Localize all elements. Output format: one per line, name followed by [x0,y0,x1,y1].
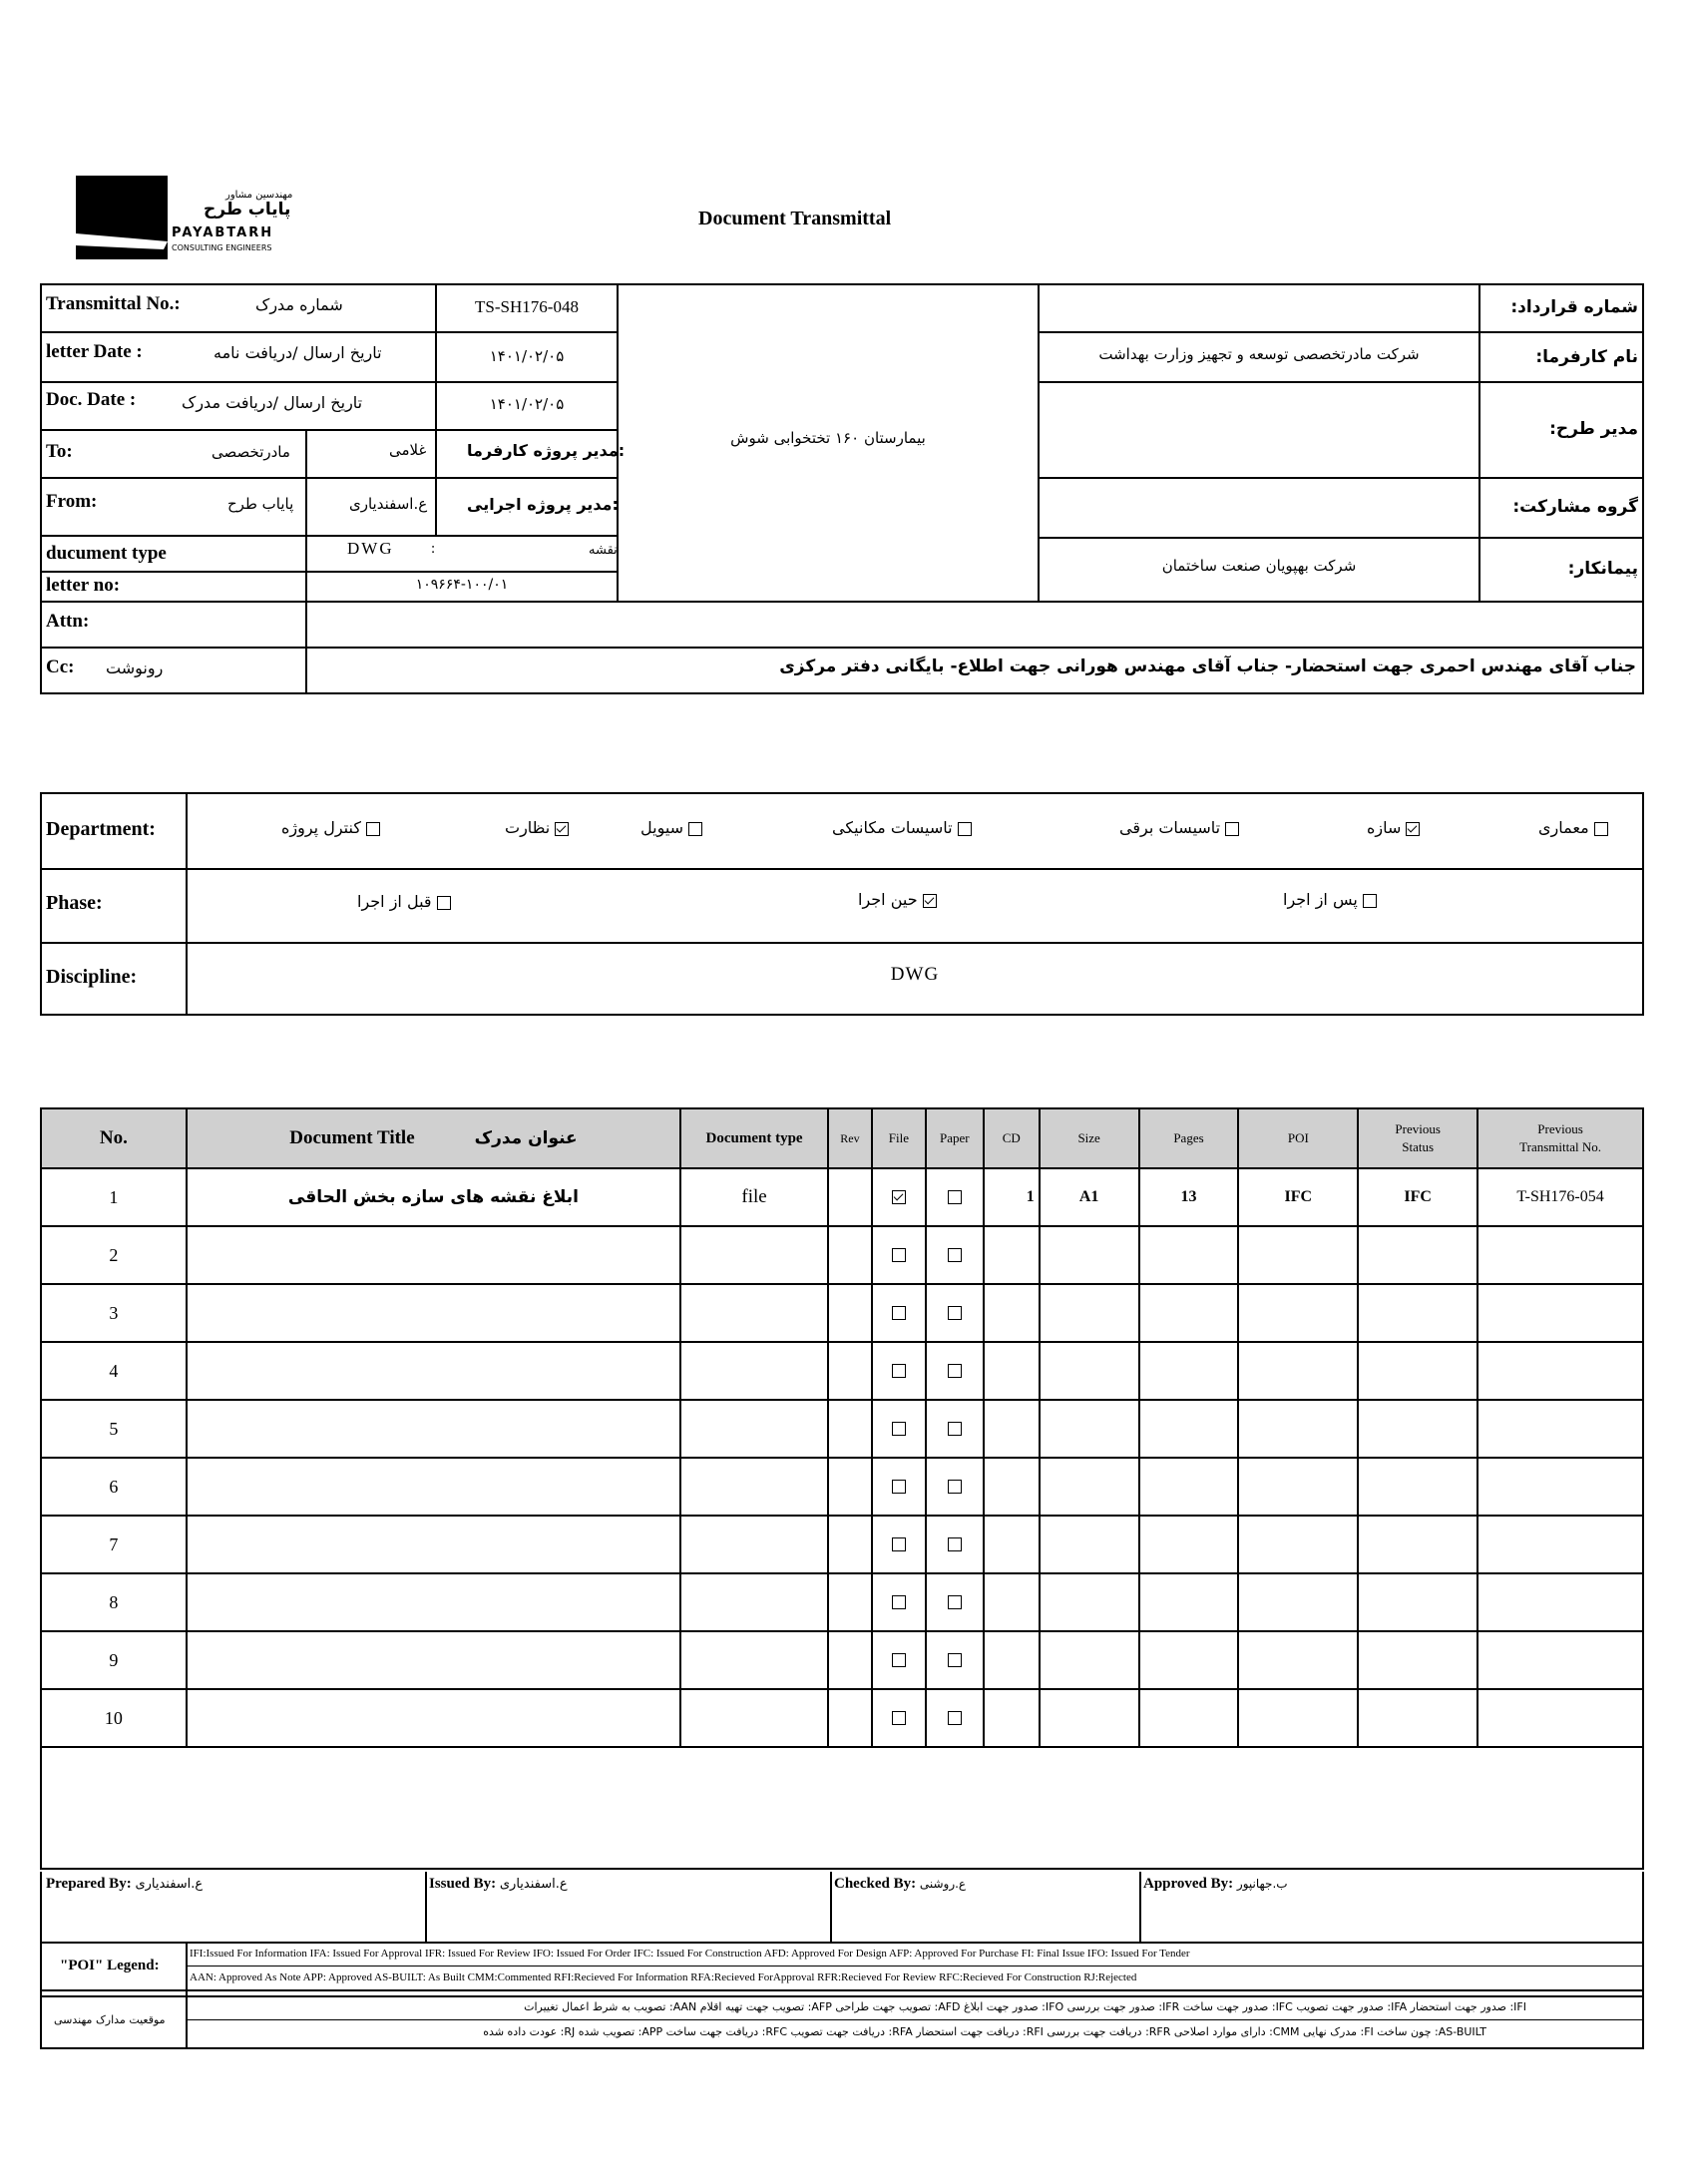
row-pages [1139,1631,1239,1689]
dept-checkbox-project-control[interactable] [366,822,380,836]
logo-en-sub: CONSULTING ENGINEERS [172,243,272,252]
dept-option-supervision[interactable]: نظارت [505,818,569,837]
dept-checkbox-mechanical[interactable] [958,822,972,836]
row-prev-transmittal [1477,1226,1643,1284]
row-title [187,1458,680,1516]
row-size [1040,1689,1139,1747]
row-title: ابلاغ نقشه های سازه بخش الحاقی [187,1168,680,1226]
letter-date-label-fa: تاریخ ارسال /دریافت نامه [213,343,382,362]
dept-option-civil[interactable]: سیویل [640,818,702,837]
dept-option-structure[interactable]: سازه [1367,818,1420,837]
row-poi: IFC [1238,1168,1358,1226]
row-title [187,1689,680,1747]
partner-label: گروه مشارکت: [1512,497,1638,517]
transmittal-value: TS-SH176-048 [475,297,579,316]
row-paper-checkbox[interactable] [948,1248,962,1262]
row-size [1040,1573,1139,1631]
row-no: 5 [41,1400,187,1458]
row-paper [926,1516,984,1573]
row-title [187,1573,680,1631]
row-file-checkbox[interactable] [892,1364,906,1378]
row-paper-checkbox[interactable] [948,1422,962,1436]
row-cd: 1 [984,1168,1040,1226]
row-no: 2 [41,1226,187,1284]
row-prev-transmittal [1477,1400,1643,1458]
phase-option-before[interactable]: قبل از اجرا [357,892,451,911]
row-file-checkbox[interactable] [892,1711,906,1725]
row-file-checkbox[interactable] [892,1248,906,1262]
row-rev [828,1400,872,1458]
logo-fa-name: پایاب طرح [204,200,291,219]
row-no: 1 [41,1168,187,1226]
dept-checkbox-structure[interactable] [1406,822,1420,836]
col-header-title: Document Title عنوان مدرک [187,1108,680,1168]
row-pages [1139,1284,1239,1342]
row-pages [1139,1226,1239,1284]
row-no: 4 [41,1342,187,1400]
phase-option-during[interactable]: حین اجرا [858,890,937,909]
phase-checkbox-before[interactable] [437,896,451,910]
row-paper-checkbox[interactable] [948,1537,962,1551]
row-file-checkbox[interactable] [892,1653,906,1667]
row-pages [1139,1400,1239,1458]
row-poi [1238,1689,1358,1747]
row-pages [1139,1342,1239,1400]
row-rev [828,1631,872,1689]
letter-date-label: letter Date : [46,341,143,362]
row-doctype [680,1400,828,1458]
row-file [872,1400,926,1458]
row-paper [926,1168,984,1226]
row-prev-transmittal: T-SH176-054 [1477,1168,1643,1226]
row-prev-transmittal [1477,1458,1643,1516]
documents-table [40,1107,1644,1870]
table-row [41,1689,1643,1747]
table-notes-area [41,1747,1643,1869]
doctype-sep: : [431,541,436,557]
row-doctype [680,1689,828,1747]
row-doctype [680,1284,828,1342]
row-poi [1238,1573,1358,1631]
legend-fa-line-2: AS-BUILT: چون ساخت FI: مدرک نهایی CMM: دارای موارد اصلاحی RFR: دریافت جهت بررسی RFI: دریافت جهت استحضار RFA: دریافت جهت تصویب RFC: دریافت جهت ساخت APP: تصویب شده RJ: عودت داده شده [483,2025,1486,2038]
row-size [1040,1226,1139,1284]
row-doctype [680,1516,828,1573]
row-file [872,1516,926,1573]
legend-box [40,1944,1644,2049]
designer-label: مدیر طرح: [1549,419,1638,439]
header-box [40,283,1644,694]
row-rev [828,1342,872,1400]
to-manager-label: مدیر پروژه کارفرما: [467,441,626,460]
row-file [872,1226,926,1284]
page-title: Document Transmittal [698,208,892,229]
row-title [187,1516,680,1573]
logo-en-name: PAYABTARH [172,225,274,240]
row-cd [984,1689,1040,1747]
legend-label: "POI" Legend: [60,1958,160,1973]
row-file [872,1284,926,1342]
row-rev [828,1573,872,1631]
row-poi [1238,1400,1358,1458]
row-paper-checkbox[interactable] [948,1711,962,1725]
cc-label: Cc: [46,656,75,677]
col-header-prev-status: Previous Status [1358,1108,1477,1168]
row-poi [1238,1342,1358,1400]
from-label: From: [46,491,98,512]
row-cd [984,1573,1040,1631]
row-file-checkbox[interactable] [892,1537,906,1551]
contractor-value: شرکت بهپویان صنعت ساختمان [1161,557,1357,575]
row-poi [1238,1516,1358,1573]
phase-label: Phase: [46,892,103,914]
table-row [41,1168,1643,1226]
row-cd [984,1631,1040,1689]
row-no: 6 [41,1458,187,1516]
row-paper-checkbox[interactable] [948,1653,962,1667]
legend-line-1: IFI:Issued For Information IFA: Issued For Approval IFR: Issued For Review IFO: Issued For Order IFC: Issued For Construction AFD: Approved For Design AFP: Approved For Purchase FI: Final Issue IFO: Issued For Tender [190,1948,1190,1960]
row-rev [828,1516,872,1573]
col-header-prev-transmittal: Previous Transmittal No. [1477,1108,1643,1168]
col-header-poi: POI [1238,1108,1358,1168]
row-pages [1139,1573,1239,1631]
dept-checkbox-electrical[interactable] [1225,822,1239,836]
discipline-label: Discipline: [46,966,138,988]
col-header-paper: Paper [926,1108,984,1168]
row-file-checkbox[interactable] [892,1480,906,1494]
letter-date-value: ۱۴۰۱/۰۲/۰۵ [489,347,565,365]
col-header-rev: Rev [828,1108,872,1168]
row-no: 10 [41,1689,187,1747]
from-value: پایاب طرح [227,495,294,513]
phase-checkbox-after[interactable] [1363,894,1377,908]
contractor-label: پیمانکار: [1567,559,1638,579]
row-paper [926,1631,984,1689]
row-title [187,1284,680,1342]
table-row [41,1458,1643,1516]
row-paper [926,1284,984,1342]
row-rev [828,1458,872,1516]
row-paper [926,1689,984,1747]
row-rev [828,1284,872,1342]
row-file [872,1573,926,1631]
row-doctype [680,1631,828,1689]
row-no: 8 [41,1573,187,1631]
row-file-checkbox[interactable] [892,1422,906,1436]
row-prev-transmittal [1477,1631,1643,1689]
row-poi [1238,1631,1358,1689]
row-pages [1139,1516,1239,1573]
row-cd [984,1400,1040,1458]
row-prev-status [1358,1516,1477,1573]
row-prev-status: IFC [1358,1168,1477,1226]
row-paper-checkbox[interactable] [948,1595,962,1609]
row-cd [984,1284,1040,1342]
department-label: Department: [46,818,156,840]
prepared-by: Prepared By: ع.اسفندیاری [46,1876,204,1892]
table-row [41,1631,1643,1689]
dept-option-electrical[interactable]: تاسیسات برقی [1119,818,1239,837]
department-options [241,818,1618,848]
doc-date-label: Doc. Date : [46,389,137,410]
legend-line-2: AAN: Approved As Note APP: Approved AS-BUILT: As Built CMM:Commented RFI:Recieved For Information RFA:Recieved ForApproval RFR:Recieved For Review RFC:Recieved For Construction RJ:Rejected [190,1971,1137,1983]
row-prev-status [1358,1631,1477,1689]
phase-option-after[interactable]: پس از اجرا [1283,890,1377,909]
col-header-file: File [872,1108,926,1168]
row-size [1040,1516,1139,1573]
row-prev-status [1358,1226,1477,1284]
doctype-value: DWG [347,539,394,558]
legend-fa-label: موقعیت مدارک مهندسی [54,2013,166,2026]
row-cd [984,1458,1040,1516]
logo-fa-top: مهندسین مشاور [225,190,293,201]
from-manager-label: مدیر پروژه اجرایی: [467,495,619,514]
dept-option-project-control[interactable]: کنترل پروژه [281,818,380,837]
row-poi [1238,1226,1358,1284]
classification-box [40,792,1644,1016]
row-prev-status [1358,1573,1477,1631]
row-no: 9 [41,1631,187,1689]
row-no: 7 [41,1516,187,1573]
company-logo [76,176,305,261]
dept-option-architecture[interactable]: معماری [1538,818,1608,837]
to-value: مادرتخصصی [211,443,290,461]
row-paper [926,1400,984,1458]
row-doctype [680,1573,828,1631]
row-prev-status [1358,1689,1477,1747]
row-prev-transmittal [1477,1342,1643,1400]
dept-checkbox-architecture[interactable] [1594,822,1608,836]
col-header-cd: CD [984,1108,1040,1168]
row-doctype [680,1342,828,1400]
signatures-row [40,1872,1644,1944]
issued-by: Issued By: ع.اسفندیاری [429,1876,568,1892]
cc-label-fa: رونوشت [106,658,164,677]
row-pages [1139,1689,1239,1747]
phase-checkbox-during[interactable] [923,894,937,908]
row-paper [926,1573,984,1631]
col-header-pages: Pages [1139,1108,1239,1168]
table-row [41,1400,1643,1458]
from-manager-name: ع.اسفندیاری [349,495,428,513]
transmittal-label: Transmittal No.: [46,293,181,314]
row-prev-status [1358,1284,1477,1342]
table-row [41,1284,1643,1342]
col-header-no: No. [41,1108,187,1168]
to-manager-name: غلامی [389,441,427,459]
row-paper-checkbox[interactable] [948,1480,962,1494]
row-prev-status [1358,1342,1477,1400]
row-cd [984,1226,1040,1284]
row-prev-status [1358,1458,1477,1516]
row-size [1040,1400,1139,1458]
row-rev [828,1168,872,1226]
row-rev [828,1689,872,1747]
row-title [187,1342,680,1400]
row-rev [828,1226,872,1284]
row-file [872,1168,926,1226]
row-paper [926,1226,984,1284]
row-size [1040,1342,1139,1400]
discipline-value: DWG [890,964,940,985]
row-cd [984,1516,1040,1573]
row-prev-transmittal [1477,1284,1643,1342]
row-prev-transmittal [1477,1689,1643,1747]
table-row [41,1226,1643,1284]
col-header-size: Size [1040,1108,1139,1168]
dept-checkbox-civil[interactable] [688,822,702,836]
row-file-checkbox[interactable] [892,1190,906,1204]
row-doctype: file [680,1168,828,1226]
row-title [187,1226,680,1284]
table-row [41,1516,1643,1573]
row-prev-status [1358,1400,1477,1458]
employer-value: شرکت مادرتخصصی توسعه و تجهیز وزارت بهداشت [1098,345,1420,363]
col-header-doctype: Document type [680,1108,828,1168]
doc-date-label-fa: تاریخ ارسال /دریافت مدرک [182,393,363,412]
row-paper-checkbox[interactable] [948,1364,962,1378]
row-file [872,1631,926,1689]
row-size [1040,1458,1139,1516]
row-size [1040,1631,1139,1689]
cc-value: جناب آقای مهندس احمری جهت استحضار- جناب آقای مهندس هورانی جهت اطلاع- بایگانی دفتر مرکزی [779,656,1636,676]
letter-no-label: letter no: [46,575,121,596]
doctype-fa: نقشه [589,543,618,558]
row-paper-checkbox[interactable] [948,1190,962,1204]
project-name: بیمارستان ۱۶۰ تختخوابی شوش [730,429,926,447]
dept-checkbox-supervision[interactable] [555,822,569,836]
row-size: A1 [1040,1168,1139,1226]
row-doctype [680,1458,828,1516]
letter-no-value: ۱۰۹۶۶۴-۱۰۰/۰۱ [415,577,509,593]
row-cd [984,1342,1040,1400]
doctype-label: ducument type [46,543,167,564]
row-size [1040,1284,1139,1342]
to-label: To: [46,441,73,462]
row-no: 3 [41,1284,187,1342]
employer-label: نام کارفرما: [1535,347,1638,367]
row-file-checkbox[interactable] [892,1595,906,1609]
checked-by: Checked By: ع.روشنی [834,1876,967,1892]
logo-mark-icon [76,176,168,259]
table-row [41,1342,1643,1400]
row-file [872,1342,926,1400]
row-paper [926,1342,984,1400]
row-file [872,1689,926,1747]
row-prev-transmittal [1477,1573,1643,1631]
dept-option-mechanical[interactable]: تاسیسات مکانیکی [832,818,972,837]
table-row [41,1573,1643,1631]
row-doctype [680,1226,828,1284]
row-title [187,1631,680,1689]
approved-by: Approved By: ب.جهانپور [1143,1876,1288,1892]
row-pages [1139,1458,1239,1516]
legend-fa-line-1: IFI: صدور جهت استحضار IFA: صدور جهت تصویب IFC: صدور جهت ساخت IFR: صدور جهت بررسی IFO: صدور جهت ابلاغ AFD: تصویب جهت طراحی AFP: تصویب جهت تهیه اقلام AAN: تصویب به شرط اعمال تغییرات [524,2000,1526,2013]
doc-date-value: ۱۴۰۱/۰۲/۰۵ [489,395,565,413]
contract-label: شماره قرارداد: [1510,297,1638,317]
row-prev-transmittal [1477,1516,1643,1573]
transmittal-label-fa: شماره مدرک [255,295,343,314]
row-poi [1238,1458,1358,1516]
attn-label: Attn: [46,611,90,632]
row-pages: 13 [1139,1168,1239,1226]
row-file [872,1458,926,1516]
row-paper [926,1458,984,1516]
row-title [187,1400,680,1458]
row-poi [1238,1284,1358,1342]
row-file-checkbox[interactable] [892,1306,906,1320]
row-paper-checkbox[interactable] [948,1306,962,1320]
